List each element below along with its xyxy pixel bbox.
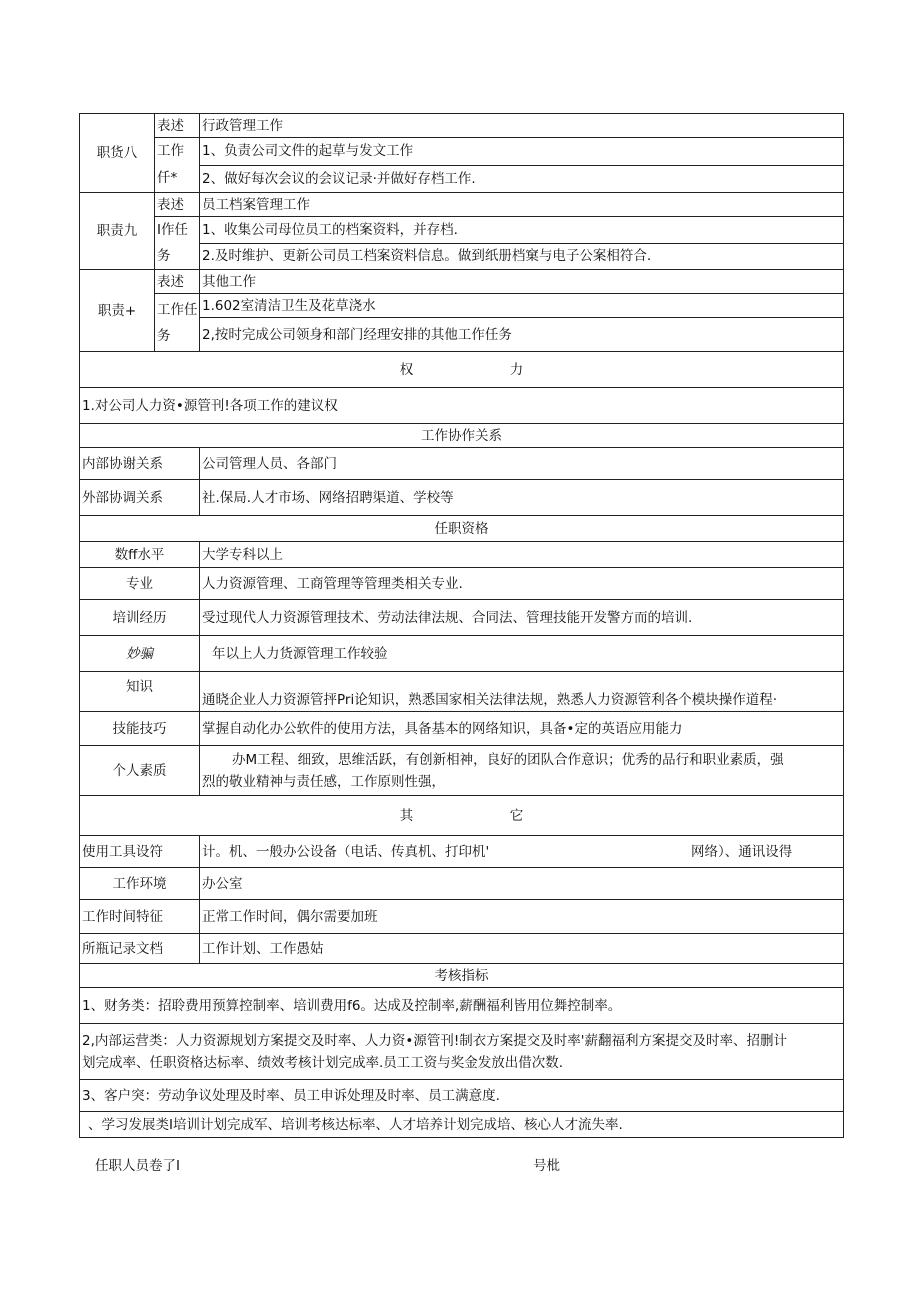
kpi-internal-operations-line-2: 划完成率、任职资格达标率、绩效考核计划完成率.员工工资与奖金发放出借次数. xyxy=(82,1054,564,1071)
internal-coordination-value: 公司管理人员、各部门 xyxy=(200,448,844,480)
external-coordination-label: 外部协调关系 xyxy=(80,480,200,516)
duty-8-task-2: 2、做好每次会议的会议记录·并做好存档工作. xyxy=(200,165,844,193)
other-row xyxy=(80,934,844,964)
duty-10-task-label xyxy=(155,294,200,352)
duty-8-summary-label: 表述 xyxy=(155,114,200,138)
work-environment-label: 工作环境 xyxy=(80,868,200,900)
duty-9-task-row xyxy=(80,217,844,244)
qualification-row xyxy=(80,568,844,600)
kpi-heading-row xyxy=(80,964,844,988)
authority-heading xyxy=(80,352,844,388)
duty-10-task-2: 2,按时完成公司领身和部门经理安排的其他工作任务 xyxy=(200,318,844,352)
duty-8-task-label-line-2: 仟* xyxy=(157,170,178,186)
duty-9-task-label xyxy=(155,217,200,270)
experience-label: 妙骗 xyxy=(80,636,200,672)
tools-label: 使用工具设符 xyxy=(80,836,200,868)
qualification-row xyxy=(80,672,844,712)
knowledge-label: 知识 xyxy=(80,672,200,712)
duty-10-task-row xyxy=(80,294,844,318)
qualification-row xyxy=(80,746,844,796)
knowledge-value: 通晓企业人力资源管抨Pri论知识，熟悉国家相关法律法规，熟悉人力资源管利各个模块操作道程· xyxy=(200,672,844,712)
tools-row xyxy=(80,836,844,868)
duty-10-task-1: 1.602室清洁卫生及花草浇水 xyxy=(200,294,844,318)
authority-heading-row xyxy=(80,352,844,388)
authority-item-row xyxy=(80,388,844,424)
work-environment-value: 办公室 xyxy=(200,868,844,900)
training-label: 培训经历 xyxy=(80,600,200,636)
authority-item-1: 1.对公司人力资•源管刊!各项工作的建议权 xyxy=(80,388,844,424)
authority-heading-char-1: 权 xyxy=(399,361,414,378)
duty-9-task-2: 2.及时维护、更新公司员工档案资料信息。做到纸册档窠与电子公案相符合. xyxy=(200,243,844,270)
employee-signature-label: 任职人员卷了I xyxy=(95,1158,180,1174)
qualification-row xyxy=(80,600,844,636)
duty-8-label: 职货八 xyxy=(80,114,155,193)
major-value: 人力资源管理、工商管理等管理类相关专业. xyxy=(200,568,844,600)
tools-value-left: 计。机、一般办公设备（电话、传真机、打印机' xyxy=(202,843,490,860)
kpi-internal-operations-line-1: 2,内部运营类：人力资源规划方案提交及时率、人力资•源管刊!制衣方案提交及时率'薪翻福利方案提交及时率、招删计 xyxy=(82,1032,787,1049)
kpi-internal-operations xyxy=(80,1024,844,1080)
personal-quality-value xyxy=(200,746,844,796)
coordination-row xyxy=(80,480,844,516)
training-value: 受过现代人力资源管理技术、劳动法律法规、合同法、管理技能开发警方而的培训. xyxy=(200,600,844,636)
duty-8-task-label xyxy=(155,138,200,193)
major-label: 专业 xyxy=(80,568,200,600)
duty-9-summary: 员工档案管理工作 xyxy=(200,193,844,217)
duty-9-task-1: 1、收集公司母位员工的档案资料，并存档. xyxy=(200,217,844,244)
qualification-row xyxy=(80,636,844,672)
skills-value: 掌握自动化办公软件的使用方法，具备基本的网络知识，具备•定的英语应用能力 xyxy=(200,712,844,746)
qualifications-heading-row xyxy=(80,516,844,542)
experience-value: 年以上人力货源管理工作较验 xyxy=(200,636,844,672)
tools-value-right: 网络）、通讯设得 xyxy=(691,843,793,860)
duty-10-task-label-line-2: 务 xyxy=(157,327,171,344)
duty-10-summary: 其他工作 xyxy=(200,270,844,294)
education-value: 大学专科以上 xyxy=(200,542,844,568)
duty-8-summary-row xyxy=(80,114,844,138)
work-time-label: 工作时间特征 xyxy=(80,900,200,934)
skills-label: 技能技巧 xyxy=(80,712,200,746)
duty-9-summary-label: 表述 xyxy=(155,193,200,217)
kpi-heading: 考核指标 xyxy=(80,964,844,988)
duty-10-summary-label: 表述 xyxy=(155,270,200,294)
kpi-learning-growth: 、学习发展类I培训计划完成军、培训考核达标率、人才培养计划完成培、核心人才流失率. xyxy=(80,1112,844,1138)
job-description-document xyxy=(79,113,843,1138)
coordination-heading: 工作协作关系 xyxy=(80,424,844,448)
internal-coordination-label: 内部协谢关系 xyxy=(80,448,200,480)
coordination-row xyxy=(80,448,844,480)
duty-8-summary: 行政管理工作 xyxy=(200,114,844,138)
records-value: 工作计划、工作愚姑 xyxy=(200,934,844,964)
duty-10-summary-row xyxy=(80,270,844,294)
education-label: 数ff水平 xyxy=(80,542,200,568)
duty-9-task-label-line-1: I作任 xyxy=(157,222,188,238)
duty-9-task-label-line-2: 务 xyxy=(157,248,171,264)
duty-8-task-1: 1、负责公司文件的起草与发文工作 xyxy=(200,138,844,166)
duty-9-summary-row xyxy=(80,193,844,217)
external-coordination-value: 社.保局.人才市场、网络招聘渠道、学校等 xyxy=(200,480,844,516)
personal-quality-label: 个人素质 xyxy=(80,746,200,796)
personal-quality-line-2: 烈的敬业精神与责任感，工作原则性强， xyxy=(202,773,445,790)
other-heading xyxy=(80,796,844,836)
kpi-row xyxy=(80,1112,844,1138)
kpi-financial: 1、财务类：招聆费用预算控制率、培训费用f6。达成及控制率,薪酬福利皆用位舞控制率。 xyxy=(80,988,844,1024)
tools-value xyxy=(200,836,844,868)
other-heading-char-1: 其 xyxy=(399,807,414,824)
duty-8-task-row xyxy=(80,138,844,166)
kpi-row xyxy=(80,1080,844,1112)
qualifications-heading: 任职资格 xyxy=(80,516,844,542)
work-time-value: 正常工作时间，偶尔需要加班 xyxy=(200,900,844,934)
qualification-row xyxy=(80,542,844,568)
approval-signature-label: 号枇 xyxy=(533,1158,560,1174)
duty-10-task-label-line-1: 工作任 xyxy=(157,301,198,318)
authority-heading-char-2: 力 xyxy=(509,361,524,378)
other-heading-char-2: 它 xyxy=(509,807,524,824)
duty-8-task-label-line-1: 工作 xyxy=(157,143,184,159)
personal-quality-line-1: 办M工程、细致，思维活跃，有创新相神，良好的团队合作意识；优秀的品行和职业素质，强 xyxy=(232,751,784,768)
other-heading-row xyxy=(80,796,844,836)
kpi-row xyxy=(80,1024,844,1080)
job-description-table xyxy=(79,113,844,1138)
other-row xyxy=(80,900,844,934)
kpi-customer: 3、客户突：劳动争议处理及时率、员工申诉处理及时率、员工满意度. xyxy=(80,1080,844,1112)
kpi-row xyxy=(80,988,844,1024)
records-label: 所瓶记录文档 xyxy=(80,934,200,964)
other-row xyxy=(80,868,844,900)
duty-9-label: 职责九 xyxy=(80,193,155,270)
qualification-row xyxy=(80,712,844,746)
duty-10-label: 职责+ xyxy=(80,270,155,352)
coordination-heading-row xyxy=(80,424,844,448)
